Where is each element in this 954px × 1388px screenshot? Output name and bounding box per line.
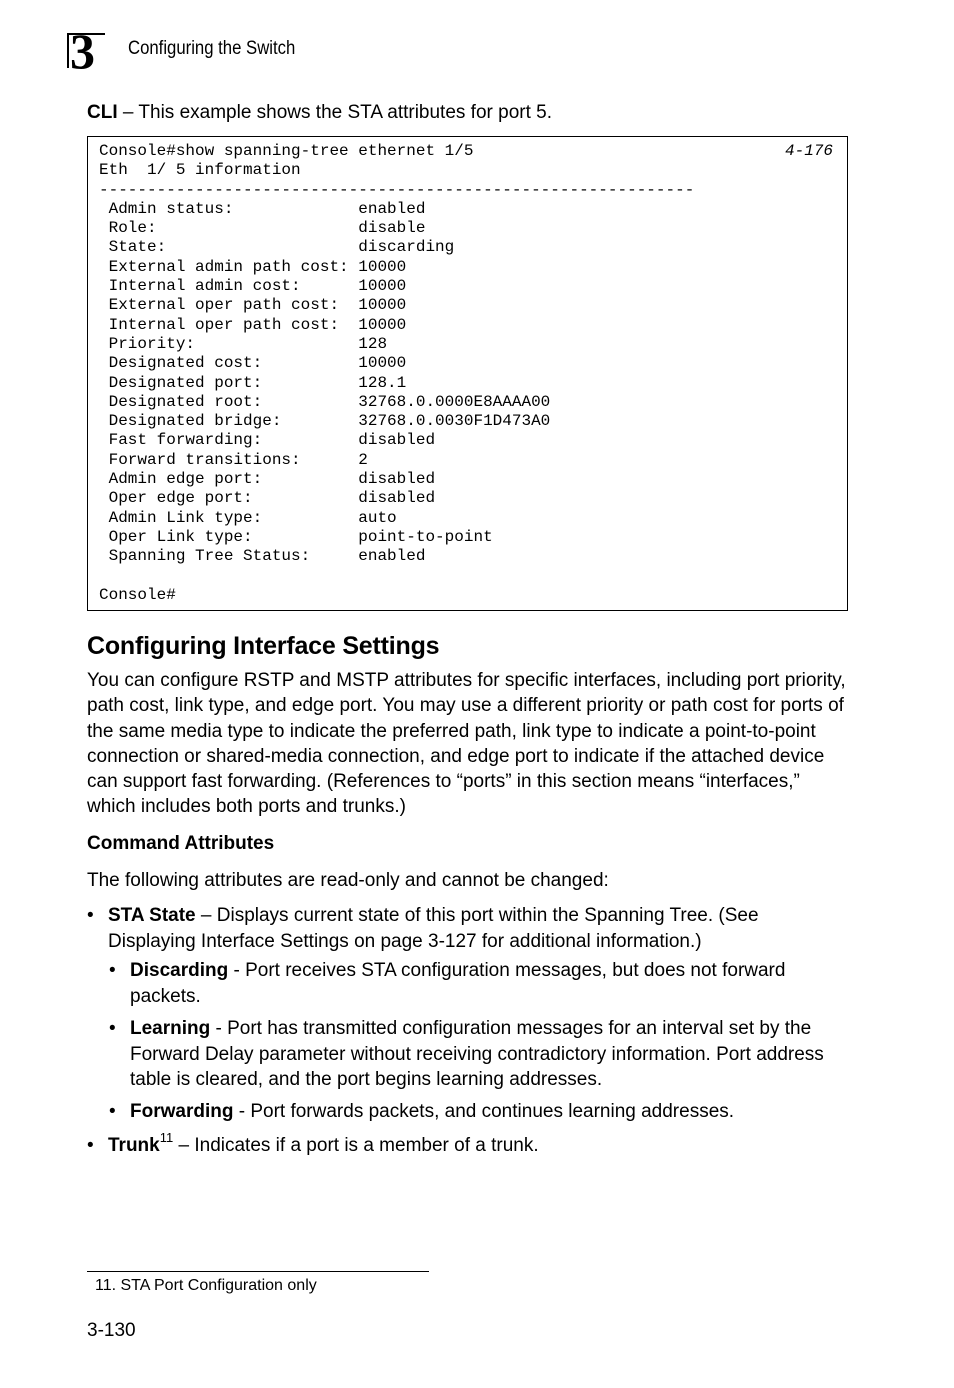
list-item-text: - Port has transmitted configuration messages for an interval set by the Forward Delay parameter without receiving contradictory information. Port address table is cleared, and the port begins learning addresses.	[130, 1018, 824, 1090]
cli-command: Console#show spanning-tree ethernet 1/5	[99, 142, 474, 160]
attributes-intro: The following attributes are read-only and cannot be changed:	[87, 870, 609, 891]
list-item-term: STA State	[108, 905, 196, 926]
list-item-term: Trunk	[108, 1135, 160, 1156]
section-paragraph: You can configure RSTP and MSTP attributes for specific interfaces, including port priority, path cost, link type, and edge port. You may use a different priority or path cost for ports of the same media type to indicate the preferred path, link type to indicate a point-to-point connection or shared-media connection, and edge port to indicate if the attached device can support fast forwarding. (References to “ports” in this section means “interfaces,” which includes both ports and trunks.)	[87, 670, 846, 818]
chapter-number: 3	[70, 23, 95, 79]
list-item-text: – Displays current state of this port within the Spanning Tree. (See Displaying Interface Settings on page 3-127 for additional information.)	[108, 905, 759, 952]
cli-description: – This example shows the STA attributes for port 5.	[117, 102, 553, 123]
list-item	[87, 903, 848, 954]
footnote: 11. STA Port Configuration only	[95, 1277, 317, 1294]
running-header-title: Configuring the Switch	[128, 38, 296, 59]
list-item-term: Learning	[130, 1018, 211, 1039]
list-item-term: Forwarding	[130, 1101, 234, 1122]
list-item-term: Discarding	[130, 960, 229, 981]
list-item	[109, 1016, 848, 1093]
page-number: 3-130	[87, 1320, 136, 1341]
bullet-dot: •	[87, 1135, 94, 1156]
bullet-dot: •	[109, 960, 116, 981]
cli-code	[99, 142, 694, 605]
list-item-text: - Port forwards packets, and continues learning addresses.	[233, 1101, 735, 1122]
list-item	[109, 1099, 848, 1125]
command-reference: 4-176	[784, 142, 833, 160]
list-item-text: – Indicates if a port is a member of a trunk.	[173, 1135, 539, 1156]
cli-code-block	[87, 136, 848, 611]
cli-label: CLI	[87, 102, 118, 123]
list-item	[87, 1129, 848, 1159]
bullet-dot: •	[87, 905, 94, 926]
command-attributes-heading: Command Attributes	[87, 833, 275, 854]
list-item-text: - Port receives STA configuration messages, but does not forward packets.	[130, 960, 786, 1007]
footnote-divider	[87, 1271, 429, 1272]
cli-caption	[87, 102, 552, 124]
cli-output: Eth 1/ 5 information -------------------------------------------------------------- Admin status: enabled Role: disable State: discarding External admin path cost: 10000 Internal admin cost: 10000 External oper path cost: 10000 Internal oper path cost: 10000 Priority: 128 Designated cost: 10000 Designated port: 128.1 Designated root: 32768.0.0000E8AAAA00 Designated bridge: 32768.0.0030F1D473A0 Fast forwarding: disabled Forward transitions: 2 Admin edge port: disabled Oper edge port: disabled Admin Link type: auto Oper Link type: point-to-point Spanning Tree Status: enabled Console#	[99, 161, 695, 604]
list-item	[109, 958, 848, 1009]
bullet-dot: •	[109, 1101, 116, 1122]
section-title: Configuring Interface Settings	[87, 632, 440, 660]
footnote-reference[interactable]: 11	[159, 1129, 174, 1145]
bullet-dot: •	[109, 1018, 116, 1039]
